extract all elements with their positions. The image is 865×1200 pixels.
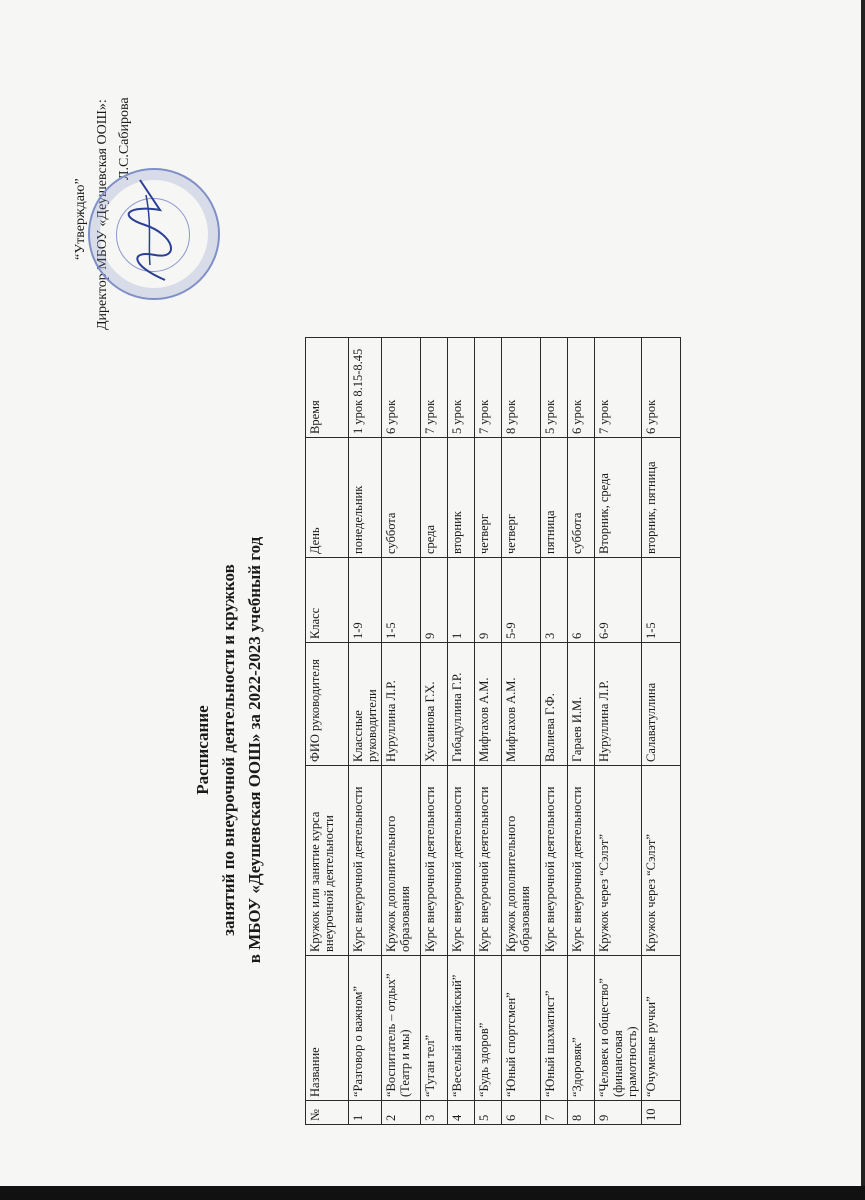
cell-number: 4 [448,1101,475,1125]
cell-day: среда [421,438,448,558]
cell-name: “Юный шахматист” [541,956,568,1101]
cell-day: вторник [448,438,475,558]
header-cell: Кружок или занятие курса внеурочной деятельности [306,766,349,956]
cell-class: 1-5 [642,558,681,643]
cell-teacher: Валиева Г.Ф. [541,643,568,766]
table-row [349,338,382,1125]
cell-class: 9 [421,558,448,643]
cell-class: 1-5 [382,558,421,643]
cell-day: четверг [502,438,541,558]
cell-time: 6 урок [568,338,595,438]
title-line-3: в МБОУ «Деушевская ООШ» за 2022-2023 учебный год [245,536,264,964]
cell-number: 9 [595,1101,642,1125]
cell-type: Кружок дополнительного образования [502,766,541,956]
table-row [502,338,541,1125]
cell-day: пятница [541,438,568,558]
cell-class: 3 [541,558,568,643]
table-row [541,338,568,1125]
cell-teacher: Гибадуллина Г.Р. [448,643,475,766]
signature-icon [120,175,180,285]
cell-name: “Здоровяк” [568,956,595,1101]
cell-teacher: Мифтахов А.М. [502,643,541,766]
cell-time: 6 урок [382,338,421,438]
cell-name: “Разговор о важном” [349,956,382,1101]
header-cell: № [306,1101,349,1125]
cell-name: “Будь здоров” [475,956,502,1101]
cell-time: 7 урок [475,338,502,438]
cell-number: 8 [568,1101,595,1125]
header-cell: День [306,438,349,558]
cell-name: “Очумелые ручки” [642,956,681,1101]
cell-time: 7 урок [595,338,642,438]
cell-day: четверг [475,438,502,558]
cell-teacher: Мифтахов А.М. [475,643,502,766]
cell-type: Кружок дополнительного образования [382,766,421,956]
cell-number: 3 [421,1101,448,1125]
cell-number: 1 [349,1101,382,1125]
cell-class: 6-9 [595,558,642,643]
cell-name: “Веселый английский” [448,956,475,1101]
cell-number: 2 [382,1101,421,1125]
cell-teacher: Гараев И.М. [568,643,595,766]
cell-time: 1 урок 8.15-8.45 [349,338,382,438]
cell-type: Курс внеурочной деятельности [541,766,568,956]
cell-type: Курс внеурочной деятельности [475,766,502,956]
cell-day: Вторник, среда [595,438,642,558]
cell-type: Курс внеурочной деятельности [448,766,475,956]
cell-teacher: Нуруллина Л.Р. [595,643,642,766]
cell-type: Кружок через “Сэлэт” [595,766,642,956]
cell-number: 5 [475,1101,502,1125]
approval-title: “Утверждаю” [73,178,88,260]
table-row [642,338,681,1125]
cell-name: “Туган тел” [421,956,448,1101]
cell-type: Курс внеурочной деятельности [349,766,382,956]
cell-teacher: Хусаинова Г.Х. [421,643,448,766]
cell-time: 5 урок [541,338,568,438]
header-cell: Время [306,338,349,438]
table-row [475,338,502,1125]
cell-name: “Человек и общество” (финансовая грамотность) [595,956,642,1101]
table-row [421,338,448,1125]
cell-name: “Юный спортсмен” [502,956,541,1101]
cell-time: 5 урок [448,338,475,438]
header-cell: ФИО руководителя [306,643,349,766]
schedule-table [305,337,681,1125]
title-line-2: занятий по внеурочной деятельности и кружков [219,564,238,936]
cell-day: вторник, пятница [642,438,681,558]
table-header-row [306,338,349,1125]
cell-teacher: Салаватуллина [642,643,681,766]
cell-time: 7 урок [421,338,448,438]
table-row [568,338,595,1125]
cell-number: 7 [541,1101,568,1125]
header-cell: Класс [306,558,349,643]
header-cell: Название [306,956,349,1101]
cell-class: 1-9 [349,558,382,643]
cell-name: “Воспитатель – отдых” (Театр и мы) [382,956,421,1101]
cell-day: суббота [568,438,595,558]
cell-type: Курс внеурочной деятельности [568,766,595,956]
table-row [448,338,475,1125]
cell-teacher: Нуруллина Л.Р. [382,643,421,766]
cell-type: Кружок через “Сэлэт” [642,766,681,956]
approval-director: Директор МБОУ «Деушевская ООШ»: [95,99,110,330]
cell-number: 10 [642,1101,681,1125]
cell-number: 6 [502,1101,541,1125]
cell-teacher: Классные руководители [349,643,382,766]
cell-day: понедельник [349,438,382,558]
cell-class: 1 [448,558,475,643]
cell-type: Курс внеурочной деятельности [421,766,448,956]
cell-class: 9 [475,558,502,643]
cell-class: 6 [568,558,595,643]
cell-time: 8 урок [502,338,541,438]
cell-day: суббота [382,438,421,558]
approval-name: Л.С.Сабирова [117,97,132,180]
table-row [382,338,421,1125]
cell-class: 5-9 [502,558,541,643]
document-title [190,300,268,1200]
table-row [595,338,642,1125]
cell-time: 6 урок [642,338,681,438]
title-line-1: Расписание [193,705,212,795]
